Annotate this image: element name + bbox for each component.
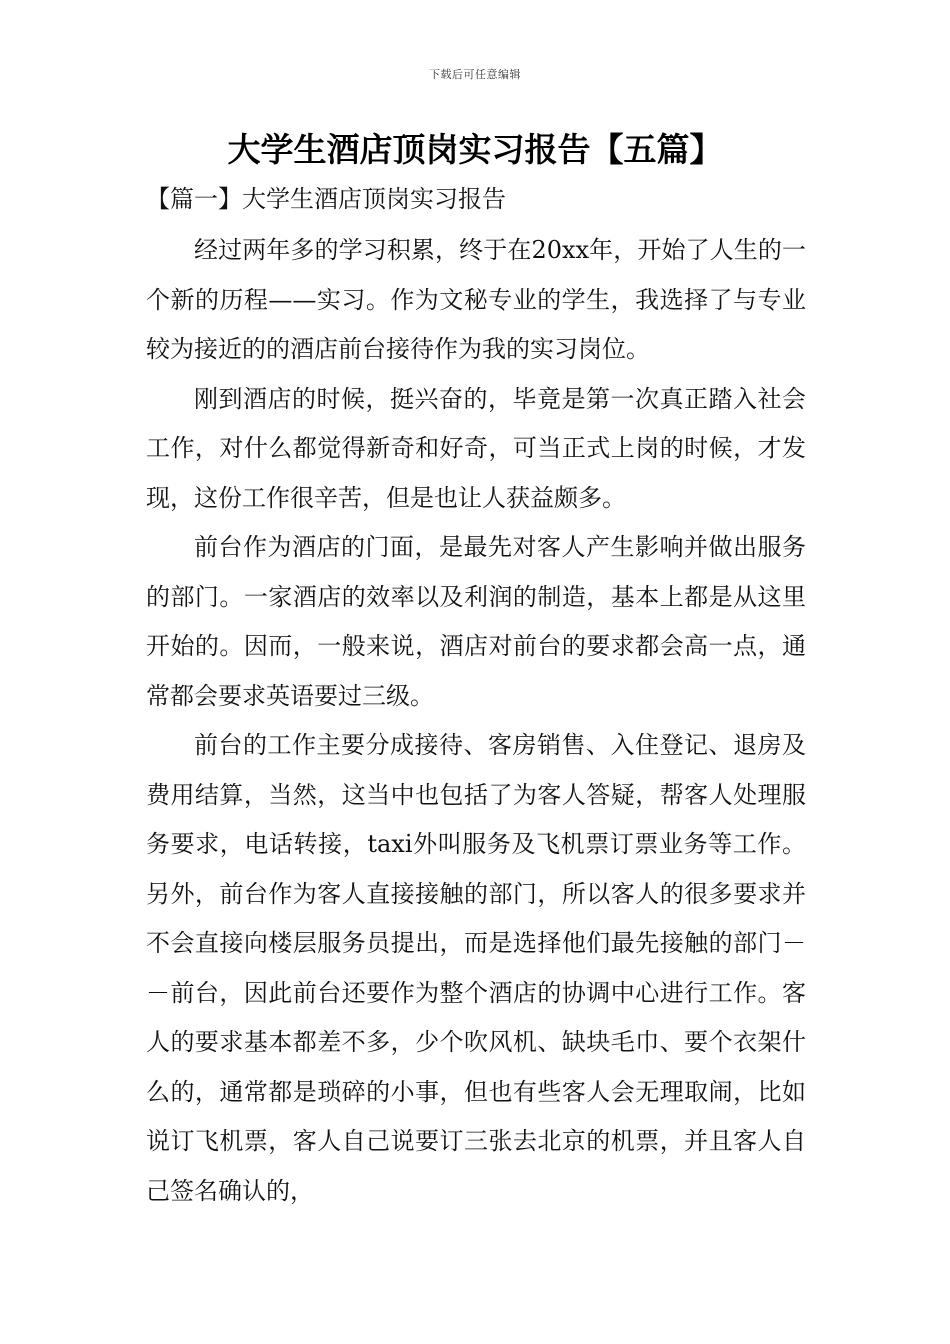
section-heading: 【篇一】大学生酒店顶岗实习报告 [146,185,506,213]
document-title: 大学生酒店顶岗实习报告【五篇】 [227,130,723,169]
paragraph-3: 前台作为酒店的门面，是最先对客人产生影响并做出服务的部门。一家酒店的效率以及利润的制造，基本上都是从这里开始的。因而，一般来说，酒店对前台的要求都会高一点，通常都会要求英语要过三级。 [146,533,806,710]
paragraph-2: 刚到酒店的时候，挺兴奋的，毕竟是第一次真正踏入社会工作，对什么都觉得新奇和好奇，可当正式上岗的时候，才发现，这份工作很辛苦，但是也让人获益颇多。 [146,384,806,512]
paragraph-1: 经过两年多的学习积累，终于在20xx年，开始了人生的一个新的历程——实习。作为文秘专业的学生，我选择了与专业较为接近的的酒店前台接待作为我的实习岗位。 [146,236,806,363]
header-note: 下载后可任意编辑 [429,68,521,81]
document-body [146,226,806,1216]
paragraph-4: 前台的工作主要分成接待、客房销售、入住登记、退房及费用结算，当然，这当中也包括了为客人答疑，帮客人处理服务要求，电话转接，taxi外叫服务及飞机票订票业务等工作。另外，前台作为客人直接接触的部门，所以客人的很多要求并不会直接向楼层服务员提出，而是选择他们最先接触的部门－－前台，因此前台还要作为整个酒店的协调中心进行工作。客人的要求基本都差不多，少个吹风机、缺块毛巾、要个衣架什么的，通常都是琐碎的小事，但也有些客人会无理取闹，比如说订飞机票，客人自己说要订三张去北京的机票，并且客人自己签名确认的， [146,731,806,1205]
